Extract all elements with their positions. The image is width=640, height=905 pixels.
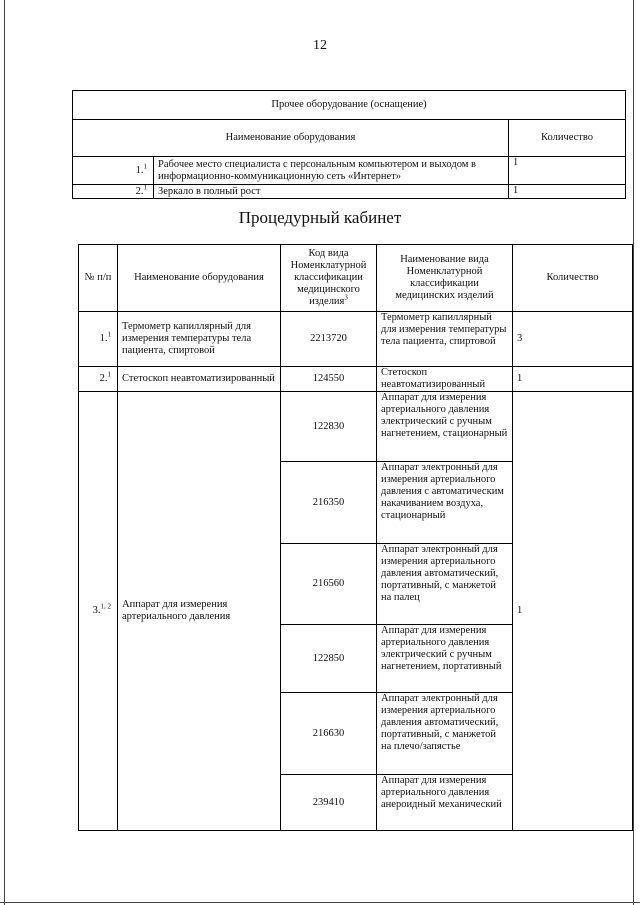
row-name: Термометр капиллярный для измерения температуры тела пациента, спиртовой bbox=[118, 312, 281, 367]
col-qty: Количество bbox=[513, 245, 633, 312]
group-name: Аппарат для измерения артериального давления bbox=[118, 392, 281, 831]
procedure-room-table bbox=[78, 244, 633, 831]
page-number: 12 bbox=[313, 38, 327, 53]
table1-row-name: Рабочее место специалиста с персональным компьютером и выходом в информационно-коммуникационную сеть «Интернет» bbox=[154, 157, 509, 185]
row-num: 2.$^1$ bbox=[79, 367, 118, 392]
table1-row-num: 1.$^1$ bbox=[73, 157, 154, 185]
group-num: 3.$^{1, 2}$ bbox=[79, 392, 118, 831]
table1-row-name: Зеркало в полный рост bbox=[154, 185, 509, 199]
table1-col-name: Наименование оборудования bbox=[73, 120, 509, 157]
group-code: 216350 bbox=[281, 462, 377, 544]
row-name: Стетоскоп неавтоматизированный bbox=[118, 367, 281, 392]
scan-border-left bbox=[4, 0, 5, 905]
col-kind: Наименование вида Номенклатурной классификации медицинских изделий bbox=[377, 245, 513, 312]
col-code: Код вида Номенклатурной классификации медицинского изделия$^3$ bbox=[281, 245, 377, 312]
group-code: 122850 bbox=[281, 625, 377, 693]
row-code: 2213720 bbox=[281, 312, 377, 367]
group-kind: Аппарат для измерения артериального давления электрический с ручным нагнетением, стационарный bbox=[377, 392, 513, 462]
table1-row-num: 2.$^1$ bbox=[73, 185, 154, 199]
group-kind: Аппарат электронный для измерения артериального давления с автоматическим накачиванием воздуха, стационарный bbox=[377, 462, 513, 544]
group-qty: 1 bbox=[513, 392, 633, 831]
group-kind: Аппарат для измерения артериального давления электрический с ручным нагнетением, портативный bbox=[377, 625, 513, 693]
section-title: Процедурный кабинет bbox=[238, 208, 402, 227]
col-name: Наименование оборудования bbox=[118, 245, 281, 312]
table1-row-qty: 1 bbox=[509, 157, 626, 185]
row-code: 124550 bbox=[281, 367, 377, 392]
row-num: 1.$^1$ bbox=[79, 312, 118, 367]
group-kind: Аппарат для измерения артериального давления анероидный механический bbox=[377, 775, 513, 831]
row-qty: 3 bbox=[513, 312, 633, 367]
row-kind: Стетоскоп неавтоматизированный bbox=[377, 367, 513, 392]
other-equipment-table bbox=[72, 90, 626, 199]
scan-border-bottom bbox=[0, 902, 640, 903]
row-kind: Термометр капиллярный для измерения температуры тела пациента, спиртовой bbox=[377, 312, 513, 367]
col-num: № п/п bbox=[79, 245, 118, 312]
table1-col-qty: Количество bbox=[509, 120, 626, 157]
scan-border-right bbox=[633, 0, 634, 905]
table1-row-qty: 1 bbox=[509, 185, 626, 199]
group-kind: Аппарат электронный для измерения артериального давления автоматический, портативный, с манжетой на палец bbox=[377, 544, 513, 625]
table1-header: Прочее оборудование (оснащение) bbox=[73, 91, 626, 120]
group-code: 216630 bbox=[281, 693, 377, 775]
group-code: 239410 bbox=[281, 775, 377, 831]
group-code: 216560 bbox=[281, 544, 377, 625]
group-kind: Аппарат электронный для измерения артериального давления автоматический, портативный, с манжетой на плечо/запястье bbox=[377, 693, 513, 775]
row-qty: 1 bbox=[513, 367, 633, 392]
group-code: 122830 bbox=[281, 392, 377, 462]
